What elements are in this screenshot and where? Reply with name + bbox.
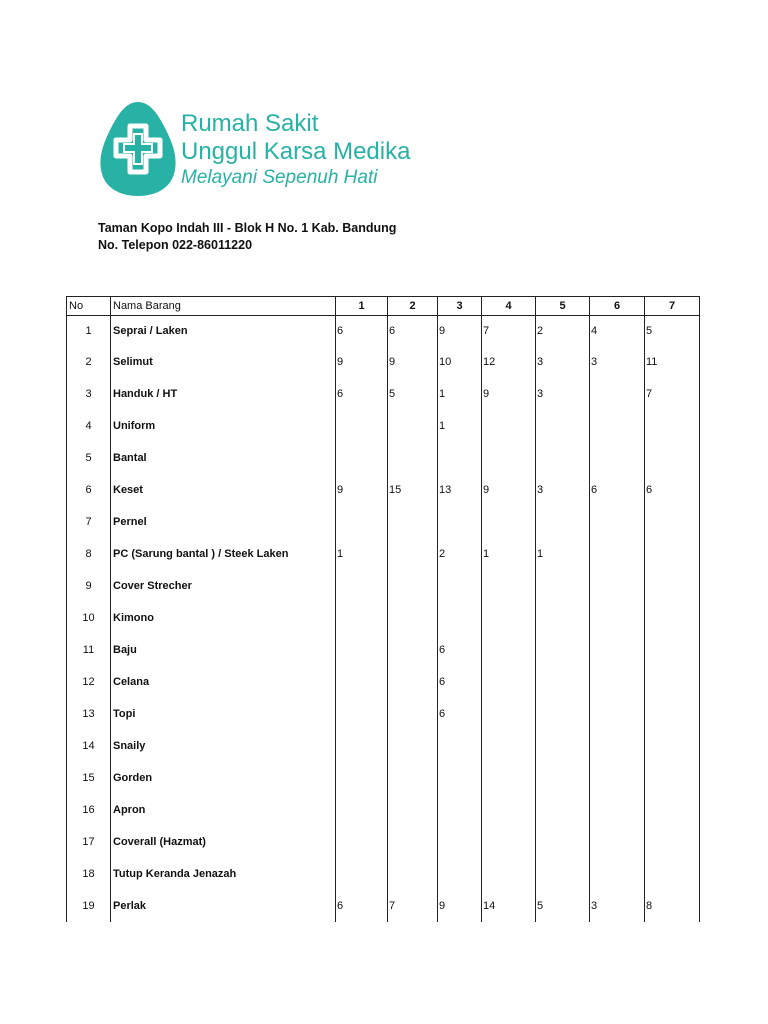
quantity-cell — [645, 442, 700, 474]
quantity-cell — [536, 570, 590, 602]
quantity-cell — [336, 570, 388, 602]
quantity-cell — [482, 442, 536, 474]
quantity-cell — [336, 858, 388, 890]
row-number: 17 — [67, 826, 111, 858]
table-row — [67, 570, 700, 602]
quantity-cell — [336, 634, 388, 666]
quantity-cell — [482, 794, 536, 826]
quantity-cell: 1 — [536, 538, 590, 570]
row-number: 11 — [67, 634, 111, 666]
item-name: Coverall (Hazmat) — [111, 826, 336, 858]
hospital-cross-icon — [98, 100, 178, 198]
item-name: Keset — [111, 474, 336, 506]
row-number: 4 — [67, 410, 111, 442]
quantity-cell — [590, 442, 645, 474]
quantity-cell — [536, 730, 590, 762]
quantity-cell — [388, 634, 438, 666]
quantity-cell: 6 — [388, 316, 438, 347]
quantity-cell — [336, 442, 388, 474]
quantity-cell — [482, 730, 536, 762]
quantity-cell: 9 — [482, 378, 536, 410]
item-name: Pernel — [111, 506, 336, 538]
quantity-cell: 5 — [536, 890, 590, 922]
quantity-cell: 3 — [590, 890, 645, 922]
quantity-cell: 4 — [590, 316, 645, 347]
column-header-5: 4 — [482, 297, 536, 316]
quantity-cell — [536, 794, 590, 826]
quantity-cell: 1 — [482, 538, 536, 570]
quantity-cell — [645, 570, 700, 602]
quantity-cell: 6 — [645, 474, 700, 506]
quantity-cell — [645, 538, 700, 570]
item-name: Selimut — [111, 346, 336, 378]
item-name: Tutup Keranda Jenazah — [111, 858, 336, 890]
quantity-cell — [645, 506, 700, 538]
quantity-cell — [482, 858, 536, 890]
quantity-cell: 6 — [336, 378, 388, 410]
table-row — [67, 794, 700, 826]
quantity-cell — [590, 826, 645, 858]
quantity-cell — [590, 602, 645, 634]
quantity-cell: 11 — [645, 346, 700, 378]
row-number: 14 — [67, 730, 111, 762]
column-header-nama-barang: Nama Barang — [111, 297, 336, 316]
row-number: 19 — [67, 890, 111, 922]
quantity-cell: 5 — [645, 316, 700, 347]
quantity-cell — [645, 858, 700, 890]
item-name: Handuk / HT — [111, 378, 336, 410]
table-row — [67, 410, 700, 442]
table-row — [67, 442, 700, 474]
quantity-cell — [336, 730, 388, 762]
item-name: Baju — [111, 634, 336, 666]
quantity-cell — [388, 698, 438, 730]
quantity-cell — [482, 826, 536, 858]
phone-line: No. Telepon 022-86011220 — [98, 238, 253, 252]
quantity-cell — [482, 666, 536, 698]
quantity-cell — [590, 666, 645, 698]
quantity-cell — [388, 570, 438, 602]
table-row — [67, 474, 700, 506]
table-row — [67, 538, 700, 570]
quantity-cell — [590, 794, 645, 826]
quantity-cell — [388, 858, 438, 890]
table-row — [67, 602, 700, 634]
quantity-cell — [645, 730, 700, 762]
quantity-cell — [536, 762, 590, 794]
quantity-cell — [438, 826, 482, 858]
quantity-cell — [336, 698, 388, 730]
quantity-cell — [438, 570, 482, 602]
quantity-cell — [388, 794, 438, 826]
quantity-cell: 9 — [482, 474, 536, 506]
item-name: Apron — [111, 794, 336, 826]
quantity-cell — [388, 410, 438, 442]
item-name: Celana — [111, 666, 336, 698]
quantity-cell — [645, 698, 700, 730]
quantity-cell: 6 — [438, 666, 482, 698]
row-number: 6 — [67, 474, 111, 506]
quantity-cell — [336, 506, 388, 538]
quantity-cell — [482, 698, 536, 730]
quantity-cell — [482, 410, 536, 442]
item-name: Seprai / Laken — [111, 316, 336, 347]
row-number: 10 — [67, 602, 111, 634]
quantity-cell — [388, 538, 438, 570]
table-row — [67, 378, 700, 410]
quantity-cell — [388, 506, 438, 538]
address-block — [98, 220, 396, 254]
quantity-cell: 9 — [388, 346, 438, 378]
table-row — [67, 890, 700, 922]
address-line: Taman Kopo Indah III - Blok H No. 1 Kab. Bandung — [98, 221, 397, 235]
row-number: 18 — [67, 858, 111, 890]
quantity-cell: 6 — [336, 316, 388, 347]
table-row — [67, 730, 700, 762]
quantity-cell — [438, 858, 482, 890]
quantity-cell: 10 — [438, 346, 482, 378]
quantity-cell — [536, 506, 590, 538]
row-number: 9 — [67, 570, 111, 602]
hospital-logo — [98, 100, 411, 200]
row-number: 1 — [67, 316, 111, 347]
quantity-cell — [536, 410, 590, 442]
row-number: 7 — [67, 506, 111, 538]
quantity-cell: 6 — [336, 890, 388, 922]
quantity-cell — [336, 762, 388, 794]
quantity-cell — [388, 826, 438, 858]
quantity-cell — [482, 762, 536, 794]
table-row — [67, 698, 700, 730]
quantity-cell: 6 — [590, 474, 645, 506]
quantity-cell — [536, 698, 590, 730]
quantity-cell — [336, 410, 388, 442]
item-name: Kimono — [111, 602, 336, 634]
row-number: 5 — [67, 442, 111, 474]
table-row — [67, 316, 700, 347]
quantity-cell — [388, 762, 438, 794]
quantity-cell: 2 — [438, 538, 482, 570]
quantity-cell — [645, 762, 700, 794]
quantity-cell: 12 — [482, 346, 536, 378]
quantity-cell: 2 — [536, 316, 590, 347]
item-name: Perlak — [111, 890, 336, 922]
quantity-cell: 3 — [536, 346, 590, 378]
item-name: Snaily — [111, 730, 336, 762]
quantity-cell — [482, 634, 536, 666]
quantity-cell — [388, 442, 438, 474]
quantity-cell — [590, 538, 645, 570]
quantity-cell: 9 — [438, 316, 482, 347]
table-row — [67, 762, 700, 794]
column-header-3: 2 — [388, 297, 438, 316]
column-header-7: 6 — [590, 297, 645, 316]
quantity-cell — [645, 826, 700, 858]
quantity-cell — [438, 506, 482, 538]
quantity-cell: 7 — [645, 378, 700, 410]
item-name: PC (Sarung bantal ) / Steek Laken — [111, 538, 336, 570]
quantity-cell: 1 — [438, 410, 482, 442]
inventory-table — [66, 296, 700, 922]
quantity-cell — [645, 634, 700, 666]
quantity-cell: 14 — [482, 890, 536, 922]
quantity-cell — [388, 602, 438, 634]
quantity-cell — [336, 794, 388, 826]
column-header-4: 3 — [438, 297, 482, 316]
row-number: 15 — [67, 762, 111, 794]
row-number: 12 — [67, 666, 111, 698]
quantity-cell — [438, 762, 482, 794]
quantity-cell — [482, 570, 536, 602]
quantity-cell — [438, 602, 482, 634]
quantity-cell: 1 — [336, 538, 388, 570]
quantity-cell — [388, 730, 438, 762]
logo-title-line1: Rumah Sakit — [181, 110, 319, 137]
quantity-cell: 9 — [438, 890, 482, 922]
column-header-8: 7 — [645, 297, 700, 316]
quantity-cell — [388, 666, 438, 698]
quantity-cell — [590, 698, 645, 730]
quantity-cell — [336, 826, 388, 858]
quantity-cell: 3 — [536, 378, 590, 410]
quantity-cell: 3 — [536, 474, 590, 506]
quantity-cell: 5 — [388, 378, 438, 410]
row-number: 2 — [67, 346, 111, 378]
quantity-cell — [645, 602, 700, 634]
quantity-cell — [536, 858, 590, 890]
quantity-cell: 9 — [336, 474, 388, 506]
table-row — [67, 506, 700, 538]
quantity-cell — [536, 442, 590, 474]
table-row — [67, 858, 700, 890]
quantity-cell: 8 — [645, 890, 700, 922]
quantity-cell — [336, 602, 388, 634]
quantity-cell: 1 — [438, 378, 482, 410]
quantity-cell — [645, 794, 700, 826]
item-name: Topi — [111, 698, 336, 730]
quantity-cell: 15 — [388, 474, 438, 506]
quantity-cell — [590, 410, 645, 442]
quantity-cell — [590, 730, 645, 762]
quantity-cell — [590, 570, 645, 602]
table-row — [67, 346, 700, 378]
quantity-cell — [590, 506, 645, 538]
quantity-cell — [590, 634, 645, 666]
quantity-cell — [438, 794, 482, 826]
item-name: Cover Strecher — [111, 570, 336, 602]
quantity-cell: 13 — [438, 474, 482, 506]
row-number: 8 — [67, 538, 111, 570]
quantity-cell — [536, 634, 590, 666]
quantity-cell: 6 — [438, 634, 482, 666]
quantity-cell — [590, 858, 645, 890]
table-row — [67, 634, 700, 666]
quantity-cell — [482, 506, 536, 538]
logo-title-line2: Unggul Karsa Medika — [181, 138, 411, 165]
table-row — [67, 826, 700, 858]
quantity-cell — [536, 666, 590, 698]
logo-tagline: Melayani Sepenuh Hati — [181, 167, 378, 188]
quantity-cell — [438, 730, 482, 762]
quantity-cell — [645, 410, 700, 442]
row-number: 16 — [67, 794, 111, 826]
quantity-cell — [336, 666, 388, 698]
column-header-no: No — [67, 297, 111, 316]
quantity-cell — [645, 666, 700, 698]
quantity-cell: 7 — [482, 316, 536, 347]
row-number: 3 — [67, 378, 111, 410]
quantity-cell — [536, 602, 590, 634]
item-name: Bantal — [111, 442, 336, 474]
quantity-cell — [590, 378, 645, 410]
quantity-cell: 7 — [388, 890, 438, 922]
quantity-cell: 6 — [438, 698, 482, 730]
quantity-cell — [482, 602, 536, 634]
table-row — [67, 666, 700, 698]
quantity-cell: 9 — [336, 346, 388, 378]
column-header-2: 1 — [336, 297, 388, 316]
item-name: Gorden — [111, 762, 336, 794]
quantity-cell — [536, 826, 590, 858]
quantity-cell — [438, 442, 482, 474]
column-header-6: 5 — [536, 297, 590, 316]
item-name: Uniform — [111, 410, 336, 442]
quantity-cell: 3 — [590, 346, 645, 378]
table-header-row — [67, 297, 700, 316]
quantity-cell — [590, 762, 645, 794]
row-number: 13 — [67, 698, 111, 730]
